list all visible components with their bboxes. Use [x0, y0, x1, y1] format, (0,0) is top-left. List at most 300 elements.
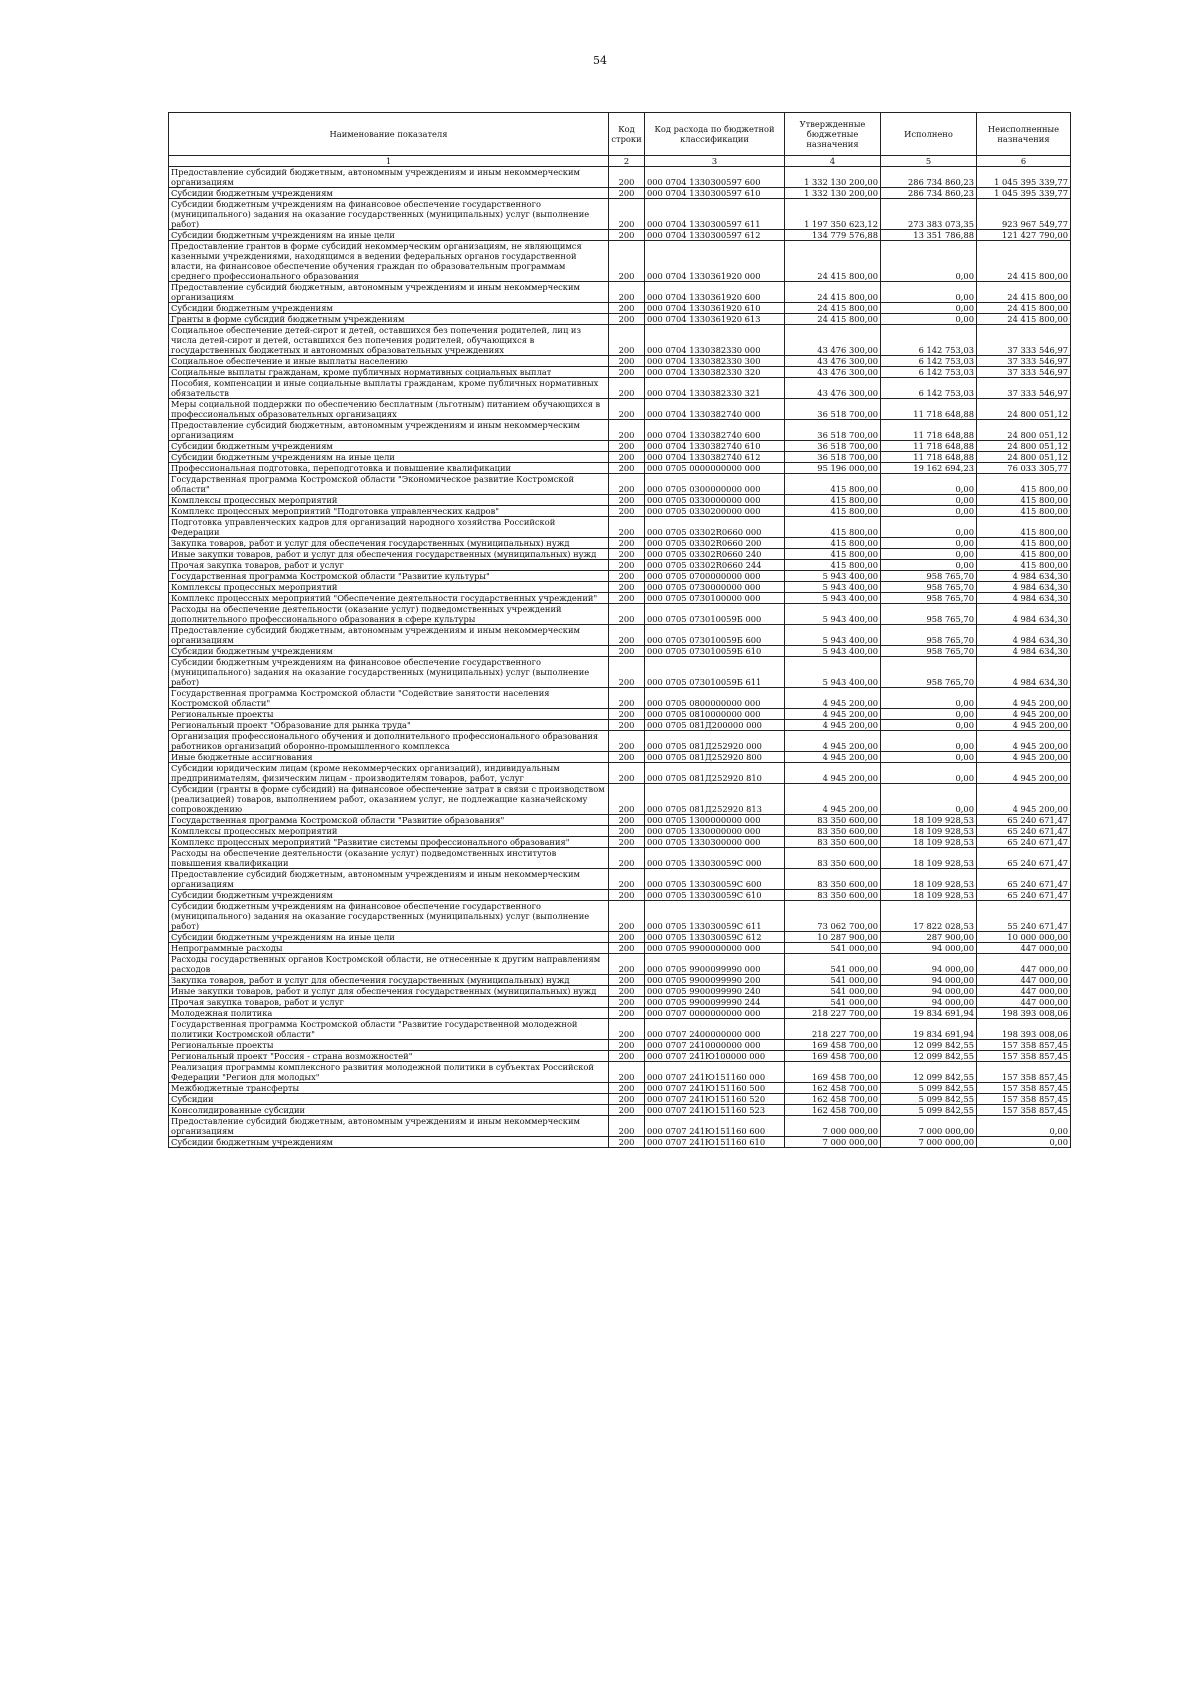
row-unexecuted: 24 415 800,00	[977, 241, 1071, 282]
table-row	[169, 1083, 1071, 1094]
table-row	[169, 848, 1071, 869]
row-approved: 4 945 200,00	[785, 709, 881, 720]
row-name: Субсидии бюджетным учреждениям	[169, 188, 609, 199]
row-name: Субсидии бюджетным учреждениям на иные цели	[169, 452, 609, 463]
table-row	[169, 441, 1071, 452]
row-name: Пособия, компенсации и иные социальные выплаты гражданам, кроме публичных нормативных обязательств	[169, 378, 609, 399]
row-name: Субсидии бюджетным учреждениям	[169, 441, 609, 452]
header-row	[169, 113, 1071, 156]
row-line-code: 200	[609, 441, 645, 452]
row-name: Региональный проект "Образование для рынка труда"	[169, 720, 609, 731]
row-name: Расходы на обеспечение деятельности (оказание услуг) подведомственных институтов повышения квалификации	[169, 848, 609, 869]
row-approved: 36 518 700,00	[785, 420, 881, 441]
row-line-code: 200	[609, 720, 645, 731]
row-name: Субсидии юридическим лицам (кроме некоммерческих организаций), индивидуальным предпринимателям, физическим лицам - производителям товаров, работ, услуг	[169, 763, 609, 784]
row-approved: 1 197 350 623,12	[785, 199, 881, 230]
row-approved: 162 458 700,00	[785, 1105, 881, 1116]
row-line-code: 200	[609, 378, 645, 399]
row-line-code: 200	[609, 506, 645, 517]
row-expense-code: 000 0704 1330361920 613	[645, 314, 785, 325]
row-executed: 6 142 753,03	[881, 325, 977, 356]
row-unexecuted: 37 333 546,97	[977, 356, 1071, 367]
row-name: Межбюджетные трансферты	[169, 1083, 609, 1094]
row-name: Прочая закупка товаров, работ и услуг	[169, 997, 609, 1008]
table-row	[169, 890, 1071, 901]
table-row	[169, 646, 1071, 657]
table-row	[169, 241, 1071, 282]
row-approved: 7 000 000,00	[785, 1137, 881, 1148]
table-row	[169, 826, 1071, 837]
row-expense-code: 000 0707 241Ю151160 500	[645, 1083, 785, 1094]
row-executed: 0,00	[881, 241, 977, 282]
column-number: 6	[977, 156, 1071, 167]
row-line-code: 200	[609, 282, 645, 303]
row-unexecuted: 157 358 857,45	[977, 1040, 1071, 1051]
row-expense-code: 000 0705 073010059Б 600	[645, 625, 785, 646]
row-unexecuted: 415 800,00	[977, 506, 1071, 517]
row-executed: 286 734 860,23	[881, 167, 977, 188]
row-unexecuted: 24 800 051,12	[977, 420, 1071, 441]
row-executed: 958 765,70	[881, 657, 977, 688]
row-executed: 0,00	[881, 474, 977, 495]
row-unexecuted: 4 984 634,30	[977, 657, 1071, 688]
row-line-code: 200	[609, 230, 645, 241]
row-expense-code: 000 0705 081Д252920 800	[645, 752, 785, 763]
row-approved: 541 000,00	[785, 997, 881, 1008]
row-approved: 4 945 200,00	[785, 720, 881, 731]
table-row	[169, 356, 1071, 367]
table-row	[169, 657, 1071, 688]
row-expense-code: 000 0704 1330361920 000	[645, 241, 785, 282]
row-unexecuted: 4 984 634,30	[977, 571, 1071, 582]
row-unexecuted: 4 984 634,30	[977, 593, 1071, 604]
row-approved: 5 943 400,00	[785, 571, 881, 582]
header-unexecuted: Неисполненные назначения	[977, 113, 1071, 156]
table-row	[169, 199, 1071, 230]
row-approved: 218 227 700,00	[785, 1008, 881, 1019]
row-approved: 95 196 000,00	[785, 463, 881, 474]
row-executed: 0,00	[881, 506, 977, 517]
row-unexecuted: 4 945 200,00	[977, 784, 1071, 815]
row-executed: 19 834 691,94	[881, 1008, 977, 1019]
row-expense-code: 000 0707 0000000000 000	[645, 1008, 785, 1019]
row-line-code: 200	[609, 463, 645, 474]
table-row	[169, 378, 1071, 399]
row-unexecuted: 24 800 051,12	[977, 452, 1071, 463]
row-approved: 83 350 600,00	[785, 890, 881, 901]
row-line-code: 200	[609, 367, 645, 378]
row-executed: 0,00	[881, 784, 977, 815]
row-unexecuted: 447 000,00	[977, 986, 1071, 997]
row-unexecuted: 4 984 634,30	[977, 604, 1071, 625]
row-executed: 958 765,70	[881, 593, 977, 604]
row-executed: 287 900,00	[881, 932, 977, 943]
row-unexecuted: 923 967 549,77	[977, 199, 1071, 230]
row-unexecuted: 65 240 671,47	[977, 826, 1071, 837]
row-name: Социальные выплаты гражданам, кроме публичных нормативных социальных выплат	[169, 367, 609, 378]
table-row	[169, 688, 1071, 709]
row-line-code: 200	[609, 474, 645, 495]
row-approved: 43 476 300,00	[785, 356, 881, 367]
row-executed: 0,00	[881, 517, 977, 538]
row-name: Закупка товаров, работ и услуг для обеспечения государственных (муниципальных) нужд	[169, 538, 609, 549]
column-number: 2	[609, 156, 645, 167]
row-name: Реализация программы комплексного развития молодежной политики в субъектах Российской Федерации "Регион для молодых"	[169, 1062, 609, 1083]
row-executed: 11 718 648,88	[881, 399, 977, 420]
table-row	[169, 815, 1071, 826]
row-expense-code: 000 0704 1330382330 320	[645, 367, 785, 378]
row-approved: 36 518 700,00	[785, 452, 881, 463]
row-expense-code: 000 0705 133030059С 610	[645, 890, 785, 901]
column-number: 5	[881, 156, 977, 167]
row-line-code: 200	[609, 571, 645, 582]
row-name: Профессиональная подготовка, переподготовка и повышение квалификации	[169, 463, 609, 474]
row-name: Консолидированные субсидии	[169, 1105, 609, 1116]
row-line-code: 200	[609, 314, 645, 325]
table-row	[169, 1137, 1071, 1148]
row-line-code: 200	[609, 1137, 645, 1148]
row-line-code: 200	[609, 997, 645, 1008]
row-approved: 5 943 400,00	[785, 593, 881, 604]
row-unexecuted: 55 240 671,47	[977, 901, 1071, 932]
row-executed: 18 109 928,53	[881, 869, 977, 890]
row-name: Комплекс процессных мероприятий "Развитие системы профессионального образования"	[169, 837, 609, 848]
row-approved: 24 415 800,00	[785, 282, 881, 303]
row-line-code: 200	[609, 560, 645, 571]
row-expense-code: 000 0705 03302R0660 200	[645, 538, 785, 549]
row-expense-code: 000 0705 1300000000 000	[645, 815, 785, 826]
row-unexecuted: 447 000,00	[977, 997, 1071, 1008]
row-executed: 11 718 648,88	[881, 452, 977, 463]
row-executed: 6 142 753,03	[881, 378, 977, 399]
row-name: Государственная программа Костромской области "Развитие государственной молодежной политики Костромской области"	[169, 1019, 609, 1040]
row-executed: 0,00	[881, 709, 977, 720]
row-name: Субсидии бюджетным учреждениям	[169, 890, 609, 901]
row-expense-code: 000 0707 241Ю151160 610	[645, 1137, 785, 1148]
row-name: Молодежная политика	[169, 1008, 609, 1019]
row-name: Региональные проекты	[169, 1040, 609, 1051]
row-expense-code: 000 0705 081Д200000 000	[645, 720, 785, 731]
table-row	[169, 954, 1071, 975]
row-name: Комплексы процессных мероприятий	[169, 826, 609, 837]
row-expense-code: 000 0707 2410000000 000	[645, 1040, 785, 1051]
row-approved: 169 458 700,00	[785, 1062, 881, 1083]
table-row	[169, 1094, 1071, 1105]
table-row	[169, 731, 1071, 752]
row-approved: 24 415 800,00	[785, 303, 881, 314]
row-expense-code: 000 0705 9900099990 000	[645, 954, 785, 975]
row-name: Расходы на обеспечение деятельности (оказание услуг) подведомственных учреждений дополнительного профессионального образования в сфере культуры	[169, 604, 609, 625]
row-line-code: 200	[609, 1105, 645, 1116]
row-executed: 12 099 842,55	[881, 1062, 977, 1083]
row-approved: 5 943 400,00	[785, 582, 881, 593]
row-expense-code: 000 0705 0810000000 000	[645, 709, 785, 720]
row-line-code: 200	[609, 943, 645, 954]
row-line-code: 200	[609, 582, 645, 593]
row-name: Субсидии (гранты в форме субсидий) на финансовое обеспечение затрат в связи с производством (реализацией) товаров, выполнением работ, оказанием услуг, не подлежащие казначейскому сопровождению	[169, 784, 609, 815]
row-expense-code: 000 0704 1330300597 612	[645, 230, 785, 241]
row-approved: 83 350 600,00	[785, 837, 881, 848]
row-expense-code: 000 0705 133030059С 612	[645, 932, 785, 943]
row-expense-code: 000 0707 241Ю151160 520	[645, 1094, 785, 1105]
row-approved: 5 943 400,00	[785, 625, 881, 646]
table-row	[169, 325, 1071, 356]
row-expense-code: 000 0705 9900099990 240	[645, 986, 785, 997]
row-executed: 0,00	[881, 538, 977, 549]
row-executed: 12 099 842,55	[881, 1040, 977, 1051]
row-line-code: 200	[609, 890, 645, 901]
row-approved: 36 518 700,00	[785, 441, 881, 452]
row-executed: 5 099 842,55	[881, 1105, 977, 1116]
row-line-code: 200	[609, 986, 645, 997]
row-executed: 18 109 928,53	[881, 837, 977, 848]
table-row	[169, 869, 1071, 890]
row-expense-code: 000 0705 1330300000 000	[645, 837, 785, 848]
row-unexecuted: 4 945 200,00	[977, 752, 1071, 763]
row-executed: 958 765,70	[881, 582, 977, 593]
row-expense-code: 000 0704 1330382330 300	[645, 356, 785, 367]
row-expense-code: 000 0705 03302R0660 000	[645, 517, 785, 538]
row-unexecuted: 198 393 008,06	[977, 1019, 1071, 1040]
row-expense-code: 000 0705 073010059Б 610	[645, 646, 785, 657]
row-executed: 18 109 928,53	[881, 815, 977, 826]
table-row	[169, 1019, 1071, 1040]
table-row	[169, 593, 1071, 604]
row-expense-code: 000 0705 081Д252920 813	[645, 784, 785, 815]
row-line-code: 200	[609, 420, 645, 441]
row-expense-code: 000 0705 0700000000 000	[645, 571, 785, 582]
row-approved: 10 287 900,00	[785, 932, 881, 943]
table-row	[169, 997, 1071, 1008]
row-expense-code: 000 0705 03302R0660 240	[645, 549, 785, 560]
row-expense-code: 000 0704 1330382330 000	[645, 325, 785, 356]
table-row	[169, 1062, 1071, 1083]
row-name: Государственная программа Костромской области "Развитие образования"	[169, 815, 609, 826]
row-name: Организация профессионального обучения и дополнительного профессионального образования работников организаций оборонно-промышленного комплекса	[169, 731, 609, 752]
row-name: Предоставление субсидий бюджетным, автономным учреждениям и иным некоммерческим организациям	[169, 420, 609, 441]
row-name: Иные закупки товаров, работ и услуг для обеспечения государственных (муниципальных) нужд	[169, 549, 609, 560]
row-unexecuted: 447 000,00	[977, 954, 1071, 975]
row-line-code: 200	[609, 954, 645, 975]
row-expense-code: 000 0704 1330361920 600	[645, 282, 785, 303]
row-executed: 19 834 691,94	[881, 1019, 977, 1040]
table-row	[169, 784, 1071, 815]
column-number-row	[169, 156, 1071, 167]
row-approved: 5 943 400,00	[785, 646, 881, 657]
row-expense-code: 000 0705 073010059Б 000	[645, 604, 785, 625]
row-approved: 134 779 576,88	[785, 230, 881, 241]
column-number: 1	[169, 156, 609, 167]
row-approved: 5 943 400,00	[785, 657, 881, 688]
row-name: Расходы государственных органов Костромской области, не отнесенные к другим направлениям расходов	[169, 954, 609, 975]
row-unexecuted: 65 240 671,47	[977, 869, 1071, 890]
row-approved: 43 476 300,00	[785, 378, 881, 399]
row-approved: 415 800,00	[785, 474, 881, 495]
row-executed: 94 000,00	[881, 943, 977, 954]
row-line-code: 200	[609, 199, 645, 230]
table-row	[169, 1040, 1071, 1051]
row-unexecuted: 1 045 395 339,77	[977, 188, 1071, 199]
row-unexecuted: 65 240 671,47	[977, 815, 1071, 826]
table-row	[169, 1008, 1071, 1019]
row-line-code: 200	[609, 731, 645, 752]
header-line-code: Код строки	[609, 113, 645, 156]
row-approved: 1 332 130 200,00	[785, 167, 881, 188]
row-approved: 169 458 700,00	[785, 1040, 881, 1051]
row-line-code: 200	[609, 837, 645, 848]
table-row	[169, 230, 1071, 241]
row-expense-code: 000 0705 081Д252920 810	[645, 763, 785, 784]
row-approved: 36 518 700,00	[785, 399, 881, 420]
report-sheet	[168, 112, 1070, 1148]
row-unexecuted: 415 800,00	[977, 495, 1071, 506]
row-line-code: 200	[609, 167, 645, 188]
row-name: Комплексы процессных мероприятий	[169, 495, 609, 506]
row-unexecuted: 157 358 857,45	[977, 1051, 1071, 1062]
table-row	[169, 538, 1071, 549]
row-name: Субсидии бюджетным учреждениям на финансовое обеспечение государственного (муниципального) задания на оказание государственных (муниципальных) услуг (выполнение работ)	[169, 901, 609, 932]
header-executed: Исполнено	[881, 113, 977, 156]
row-expense-code: 000 0707 2400000000 000	[645, 1019, 785, 1040]
row-approved: 83 350 600,00	[785, 869, 881, 890]
table-row	[169, 452, 1071, 463]
row-line-code: 200	[609, 975, 645, 986]
table-row	[169, 901, 1071, 932]
column-number: 3	[645, 156, 785, 167]
row-executed: 0,00	[881, 763, 977, 784]
row-approved: 24 415 800,00	[785, 314, 881, 325]
row-approved: 218 227 700,00	[785, 1019, 881, 1040]
row-line-code: 200	[609, 625, 645, 646]
table-row	[169, 506, 1071, 517]
row-unexecuted: 4 984 634,30	[977, 582, 1071, 593]
table-row	[169, 571, 1071, 582]
header-approved: Утвержденные бюджетные назначения	[785, 113, 881, 156]
row-name: Комплекс процессных мероприятий "Подготовка управленческих кадров"	[169, 506, 609, 517]
row-name: Иные закупки товаров, работ и услуг для обеспечения государственных (муниципальных) нужд	[169, 986, 609, 997]
row-unexecuted: 415 800,00	[977, 560, 1071, 571]
header-name: Наименование показателя	[169, 113, 609, 156]
row-line-code: 200	[609, 709, 645, 720]
row-unexecuted: 65 240 671,47	[977, 837, 1071, 848]
table-row	[169, 420, 1071, 441]
row-approved: 541 000,00	[785, 975, 881, 986]
table-row	[169, 399, 1071, 420]
row-executed: 0,00	[881, 549, 977, 560]
table-row	[169, 474, 1071, 495]
row-unexecuted: 65 240 671,47	[977, 890, 1071, 901]
row-expense-code: 000 0704 1330382740 612	[645, 452, 785, 463]
table-row	[169, 188, 1071, 199]
row-expense-code: 000 0705 0730000000 000	[645, 582, 785, 593]
row-unexecuted: 4 984 634,30	[977, 625, 1071, 646]
row-expense-code: 000 0704 1330361920 610	[645, 303, 785, 314]
row-unexecuted: 65 240 671,47	[977, 848, 1071, 869]
row-line-code: 200	[609, 932, 645, 943]
table-row	[169, 837, 1071, 848]
row-unexecuted: 447 000,00	[977, 975, 1071, 986]
row-unexecuted: 24 415 800,00	[977, 303, 1071, 314]
row-unexecuted: 37 333 546,97	[977, 325, 1071, 356]
row-line-code: 200	[609, 303, 645, 314]
table-row	[169, 495, 1071, 506]
row-unexecuted: 121 427 790,00	[977, 230, 1071, 241]
row-executed: 0,00	[881, 731, 977, 752]
row-approved: 83 350 600,00	[785, 826, 881, 837]
row-executed: 17 822 028,53	[881, 901, 977, 932]
row-executed: 958 765,70	[881, 646, 977, 657]
row-line-code: 200	[609, 495, 645, 506]
row-expense-code: 000 0704 1330300597 611	[645, 199, 785, 230]
row-line-code: 200	[609, 241, 645, 282]
row-line-code: 200	[609, 1083, 645, 1094]
row-unexecuted: 198 393 008,06	[977, 1008, 1071, 1019]
row-line-code: 200	[609, 688, 645, 709]
row-expense-code: 000 0705 1330000000 000	[645, 826, 785, 837]
row-approved: 415 800,00	[785, 549, 881, 560]
row-expense-code: 000 0705 9900000000 000	[645, 943, 785, 954]
row-line-code: 200	[609, 538, 645, 549]
row-executed: 6 142 753,03	[881, 356, 977, 367]
row-unexecuted: 415 800,00	[977, 538, 1071, 549]
row-unexecuted: 76 033 305,77	[977, 463, 1071, 474]
table-row	[169, 463, 1071, 474]
row-approved: 415 800,00	[785, 538, 881, 549]
row-line-code: 200	[609, 784, 645, 815]
row-unexecuted: 10 000 000,00	[977, 932, 1071, 943]
row-expense-code: 000 0705 081Д252920 000	[645, 731, 785, 752]
row-expense-code: 000 0705 0730100000 000	[645, 593, 785, 604]
row-executed: 0,00	[881, 495, 977, 506]
row-expense-code: 000 0704 1330300597 600	[645, 167, 785, 188]
row-line-code: 200	[609, 901, 645, 932]
row-expense-code: 000 0705 0000000000 000	[645, 463, 785, 474]
row-approved: 5 943 400,00	[785, 604, 881, 625]
row-approved: 4 945 200,00	[785, 784, 881, 815]
row-executed: 5 099 842,55	[881, 1094, 977, 1105]
row-approved: 415 800,00	[785, 517, 881, 538]
row-name: Субсидии бюджетным учреждениям на финансовое обеспечение государственного (муниципального) задания на оказание государственных (муниципальных) услуг (выполнение работ)	[169, 657, 609, 688]
row-unexecuted: 4 945 200,00	[977, 709, 1071, 720]
row-name: Предоставление субсидий бюджетным, автономным учреждениям и иным некоммерческим организациям	[169, 282, 609, 303]
row-unexecuted: 0,00	[977, 1116, 1071, 1137]
row-unexecuted: 37 333 546,97	[977, 367, 1071, 378]
row-approved: 415 800,00	[785, 506, 881, 517]
row-expense-code: 000 0707 241Ю100000 000	[645, 1051, 785, 1062]
row-unexecuted: 24 800 051,12	[977, 399, 1071, 420]
table-row	[169, 763, 1071, 784]
row-name: Субсидии бюджетным учреждениям	[169, 303, 609, 314]
row-unexecuted: 415 800,00	[977, 549, 1071, 560]
row-executed: 94 000,00	[881, 975, 977, 986]
row-line-code: 200	[609, 763, 645, 784]
row-executed: 0,00	[881, 688, 977, 709]
row-unexecuted: 157 358 857,45	[977, 1062, 1071, 1083]
row-approved: 1 332 130 200,00	[785, 188, 881, 199]
table-row	[169, 167, 1071, 188]
row-unexecuted: 1 045 395 339,77	[977, 167, 1071, 188]
table-row	[169, 986, 1071, 997]
table-row	[169, 604, 1071, 625]
row-executed: 94 000,00	[881, 997, 977, 1008]
row-approved: 4 945 200,00	[785, 731, 881, 752]
row-expense-code: 000 0704 1330300597 610	[645, 188, 785, 199]
row-name: Предоставление субсидий бюджетным, автономным учреждениям и иным некоммерческим организациям	[169, 1116, 609, 1137]
row-line-code: 200	[609, 517, 645, 538]
row-expense-code: 000 0704 1330382740 000	[645, 399, 785, 420]
row-line-code: 200	[609, 815, 645, 826]
table-row	[169, 752, 1071, 763]
